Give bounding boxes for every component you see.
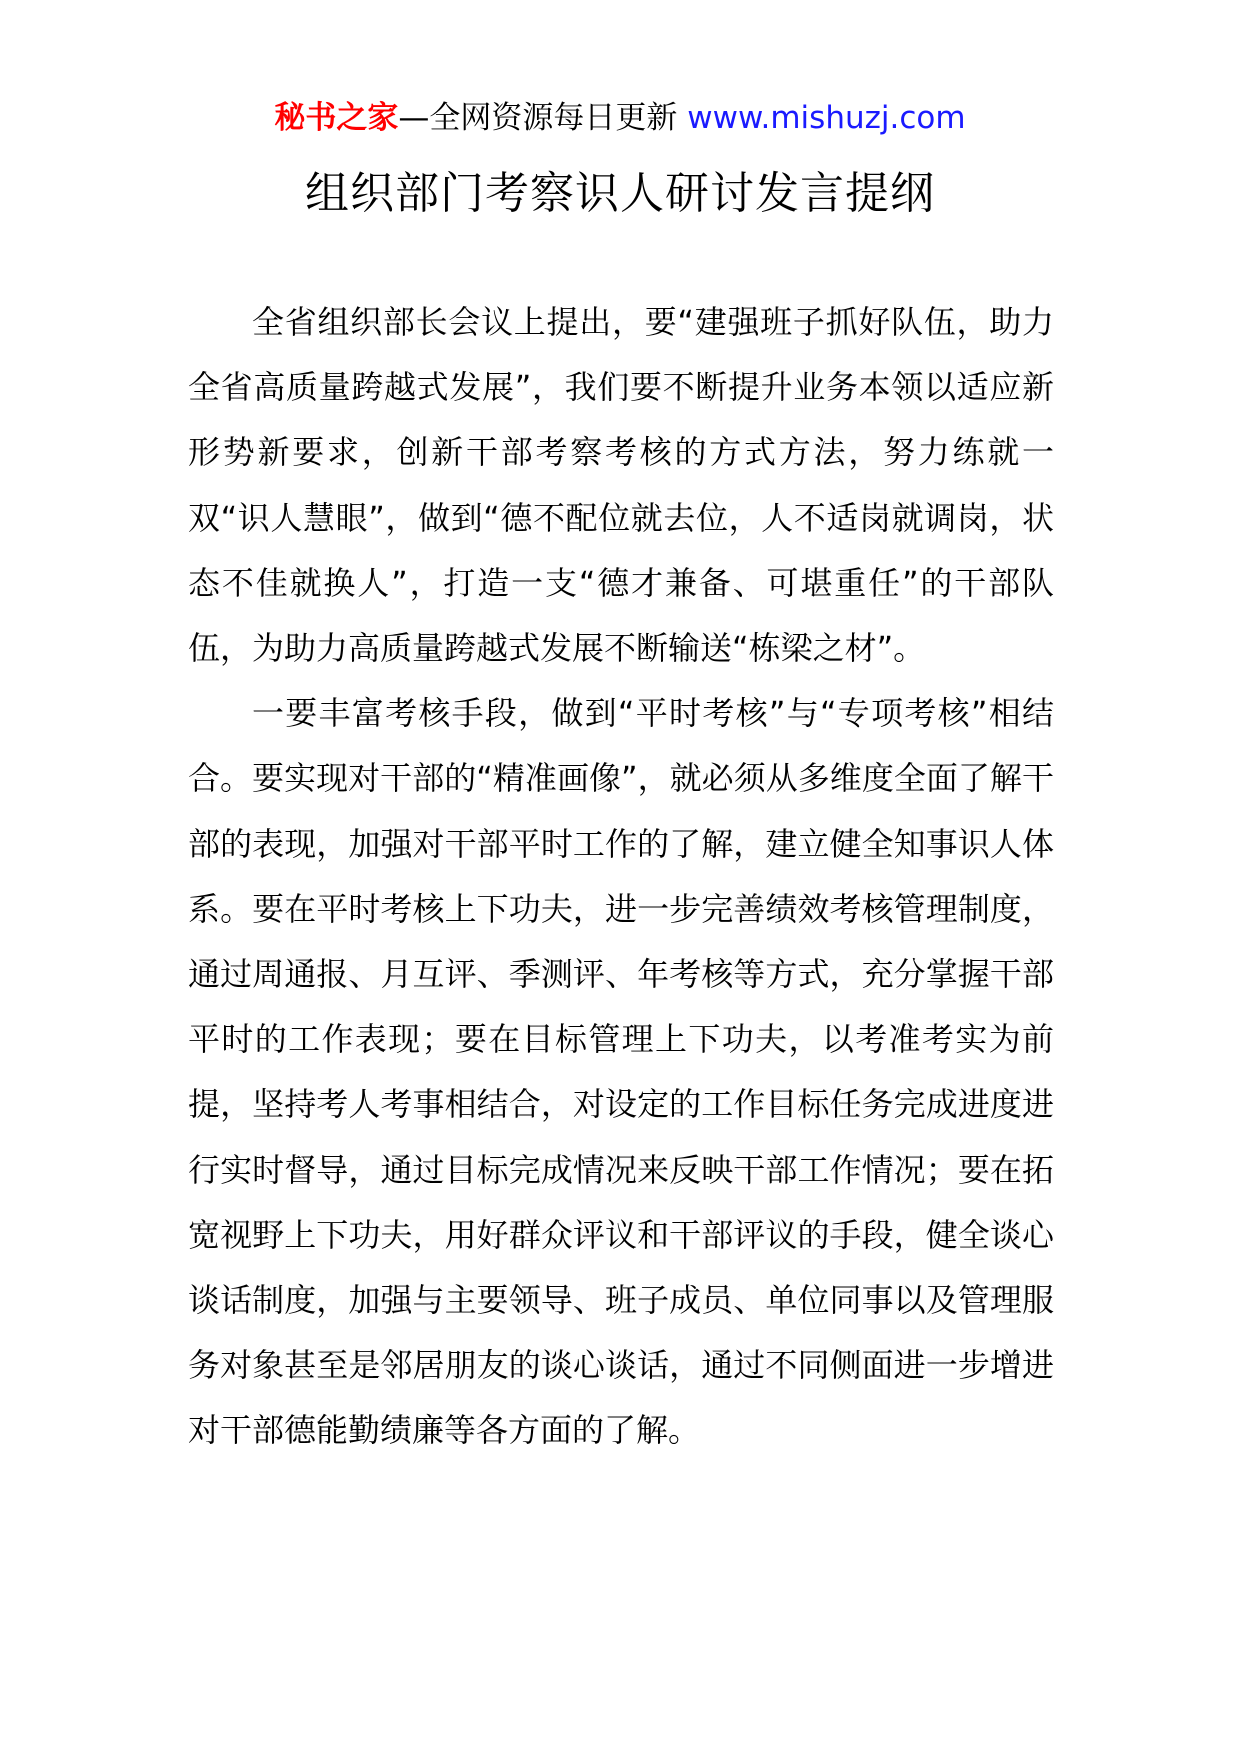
site-tagline: —全网资源每日更新 [398, 100, 688, 136]
site-name: 秘书之家 [274, 100, 399, 136]
site-url-link[interactable]: www.mishuzj.com [687, 100, 966, 136]
paragraph-point-one: 一要丰富考核手段，做到“平时考核”与“专项考核”相结合。要实现对干部的“精准画像”，就必须从多维度全面了解干部的表现，加强对干部平时工作的了解，建立健全知事识人体系。要在平时考核上下功夫，进一步完善绩效考核管理制度，通过周通报、月互评、季测评、年考核等方式，充分掌握干部平时的工作表现；要在目标管理上下功夫，以考准考实为前提，坚持考人考事相结合，对设定的工作目标任务完成进度进行实时督导，通过目标完成情况来反映干部工作情况；要在拓宽视野上下功夫，用好群众评议和干部评议的手段，健全谈心谈话制度，加强与主要领导、班子成员、单位同事以及管理服务对象甚至是邻居朋友的谈心谈话，通过不同侧面进一步增进对干部德能勤绩廉等各方面的了解。 [188, 694, 1054, 1450]
site-header [0, 98, 1240, 138]
document-title: 组织部门考察识人研讨发言提纲 [305, 168, 935, 219]
paragraph-intro: 全省组织部长会议上提出，要“建强班子抓好队伍，助力全省高质量跨越式发展”，我们要不断提升业务本领以适应新形势新要求，创新干部考察考核的方式方法，努力练就一双“识人慧眼”，做到“德不配位就去位，人不适岗就调岗，状态不佳就换人”，打造一支“德才兼备、可堪重任”的干部队伍，为助力高质量跨越式发展不断输送“栋梁之材”。 [188, 303, 1054, 668]
document-body [188, 290, 1054, 1464]
